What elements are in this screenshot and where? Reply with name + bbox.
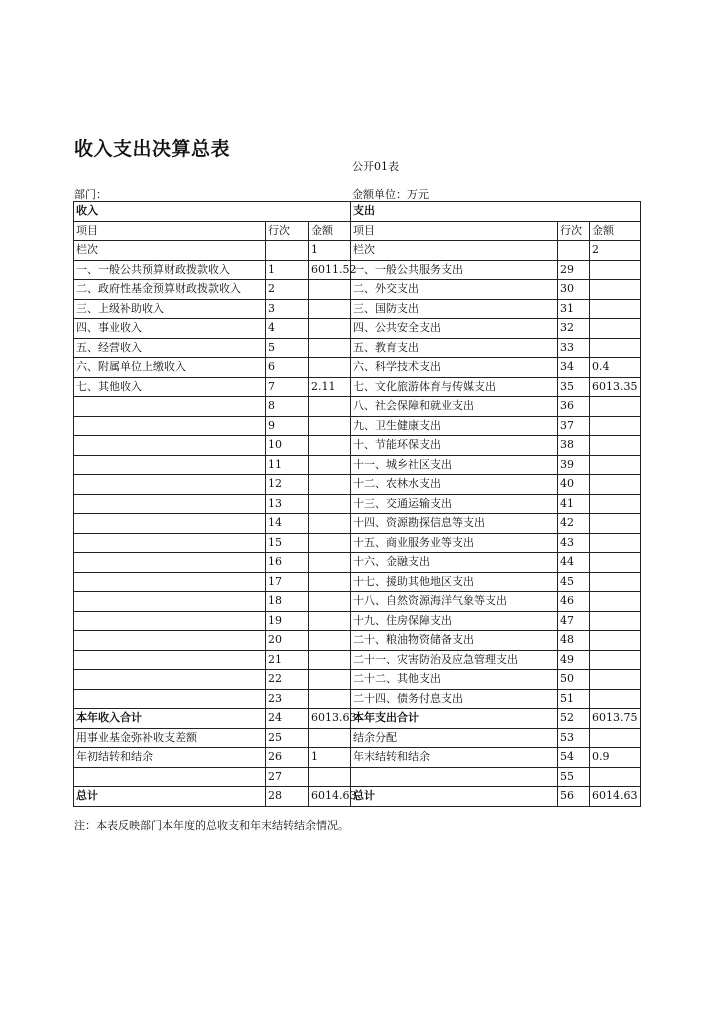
income-amount-cell: 1 bbox=[309, 748, 351, 768]
expense-line-cell: 42 bbox=[558, 514, 590, 534]
expense-amount-cell bbox=[590, 611, 641, 631]
expense-amount-cell bbox=[590, 631, 641, 651]
expense-item-cell: 结余分配 bbox=[351, 728, 558, 748]
income-item-cell bbox=[74, 592, 266, 612]
income-line-cell: 4 bbox=[266, 319, 309, 339]
expense-amount-cell: 0.9 bbox=[590, 748, 641, 768]
expense-line-cell: 41 bbox=[558, 494, 590, 514]
income-item-cell bbox=[74, 416, 266, 436]
income-item-cell bbox=[74, 553, 266, 573]
expense-lanci-label: 栏次 bbox=[351, 241, 558, 261]
income-amount-cell bbox=[309, 572, 351, 592]
expense-line-cell: 50 bbox=[558, 670, 590, 690]
expense-line-cell: 56 bbox=[558, 787, 590, 807]
table-row bbox=[74, 377, 641, 397]
expense-amount-cell bbox=[590, 553, 641, 573]
income-item-cell bbox=[74, 494, 266, 514]
expense-line-cell: 55 bbox=[558, 767, 590, 787]
income-line-cell: 2 bbox=[266, 280, 309, 300]
expense-item-cell: 一、一般公共服务支出 bbox=[351, 260, 558, 280]
column-index-row bbox=[74, 241, 641, 261]
table-row bbox=[74, 299, 641, 319]
expense-item-cell: 七、文化旅游体育与传媒支出 bbox=[351, 377, 558, 397]
expense-amount-cell bbox=[590, 592, 641, 612]
expense-item-cell bbox=[351, 767, 558, 787]
income-amount-cell bbox=[309, 319, 351, 339]
table-row bbox=[74, 592, 641, 612]
expense-amount-cell bbox=[590, 572, 641, 592]
income-amount-cell bbox=[309, 514, 351, 534]
expense-amount-cell bbox=[590, 689, 641, 709]
income-amount-cell bbox=[309, 455, 351, 475]
expense-item-cell: 五、教育支出 bbox=[351, 338, 558, 358]
expense-item-cell: 十三、交通运输支出 bbox=[351, 494, 558, 514]
income-amount-cell bbox=[309, 689, 351, 709]
table-row bbox=[74, 553, 641, 573]
expense-amount-cell bbox=[590, 533, 641, 553]
income-amount-cell bbox=[309, 631, 351, 651]
expense-line-cell: 33 bbox=[558, 338, 590, 358]
expense-item-cell: 九、卫生健康支出 bbox=[351, 416, 558, 436]
income-amount-cell bbox=[309, 475, 351, 495]
income-line-cell: 22 bbox=[266, 670, 309, 690]
expense-amount-cell bbox=[590, 455, 641, 475]
expense-lanci-line bbox=[558, 241, 590, 261]
expense-line-cell: 38 bbox=[558, 436, 590, 456]
income-item-cell bbox=[74, 670, 266, 690]
table-row bbox=[74, 689, 641, 709]
unit-label: 金额单位：万元 bbox=[352, 188, 429, 201]
expense-line-cell: 51 bbox=[558, 689, 590, 709]
expense-amount-cell bbox=[590, 767, 641, 787]
income-line-cell: 7 bbox=[266, 377, 309, 397]
income-line-cell: 17 bbox=[266, 572, 309, 592]
income-amount-cell bbox=[309, 650, 351, 670]
department-label: 部门： bbox=[74, 188, 107, 201]
table-row bbox=[74, 787, 641, 807]
income-item-cell: 五、经营收入 bbox=[74, 338, 266, 358]
table-row bbox=[74, 670, 641, 690]
income-line-cell: 20 bbox=[266, 631, 309, 651]
expense-line-cell: 40 bbox=[558, 475, 590, 495]
expense-line-cell: 49 bbox=[558, 650, 590, 670]
expense-amount-cell bbox=[590, 494, 641, 514]
table-row bbox=[74, 767, 641, 787]
expense-amount-cell: 6013.75 bbox=[590, 709, 641, 729]
table-row bbox=[74, 358, 641, 378]
table-row bbox=[74, 436, 641, 456]
income-amount-cell: 6013.63 bbox=[309, 709, 351, 729]
income-line-cell: 5 bbox=[266, 338, 309, 358]
expense-item-cell: 十四、资源勘探信息等支出 bbox=[351, 514, 558, 534]
income-amount-cell bbox=[309, 436, 351, 456]
expense-line-cell: 43 bbox=[558, 533, 590, 553]
expense-amount-cell bbox=[590, 475, 641, 495]
expense-item-cell: 十八、自然资源海洋气象等支出 bbox=[351, 592, 558, 612]
income-line-cell: 8 bbox=[266, 397, 309, 417]
income-amount-cell bbox=[309, 299, 351, 319]
income-item-cell bbox=[74, 514, 266, 534]
table-row bbox=[74, 709, 641, 729]
income-line-cell: 27 bbox=[266, 767, 309, 787]
expense-amount-cell bbox=[590, 436, 641, 456]
expense-amount-cell: 0.4 bbox=[590, 358, 641, 378]
income-item-cell: 七、其他收入 bbox=[74, 377, 266, 397]
income-amount-cell bbox=[309, 397, 351, 417]
expense-amount-cell bbox=[590, 299, 641, 319]
expense-amount-cell: 6014.63 bbox=[590, 787, 641, 807]
expense-amount-cell bbox=[590, 670, 641, 690]
expense-item-cell: 十五、商业服务业等支出 bbox=[351, 533, 558, 553]
income-line-cell: 23 bbox=[266, 689, 309, 709]
income-item-cell: 三、上级补助收入 bbox=[74, 299, 266, 319]
income-item-cell: 总计 bbox=[74, 787, 266, 807]
income-line-header: 行次 bbox=[266, 221, 309, 241]
expense-line-cell: 35 bbox=[558, 377, 590, 397]
income-amount-cell bbox=[309, 338, 351, 358]
income-line-cell: 19 bbox=[266, 611, 309, 631]
table-row bbox=[74, 572, 641, 592]
expense-section-header: 支出 bbox=[351, 202, 641, 222]
income-line-cell: 12 bbox=[266, 475, 309, 495]
income-item-cell bbox=[74, 436, 266, 456]
expense-item-cell: 二十一、灾害防治及应急管理支出 bbox=[351, 650, 558, 670]
expense-item-cell: 二、外交支出 bbox=[351, 280, 558, 300]
table-row bbox=[74, 260, 641, 280]
income-item-cell bbox=[74, 631, 266, 651]
expense-item-cell: 二十二、其他支出 bbox=[351, 670, 558, 690]
income-item-cell bbox=[74, 397, 266, 417]
expense-lanci-col: 2 bbox=[590, 241, 641, 261]
expense-line-cell: 48 bbox=[558, 631, 590, 651]
income-item-cell: 二、政府性基金预算财政拨款收入 bbox=[74, 280, 266, 300]
expense-amount-cell bbox=[590, 514, 641, 534]
expense-item-cell: 四、公共安全支出 bbox=[351, 319, 558, 339]
section-header-row bbox=[74, 202, 641, 222]
income-item-cell bbox=[74, 650, 266, 670]
summary-table bbox=[73, 201, 641, 807]
expense-line-cell: 46 bbox=[558, 592, 590, 612]
table-code: 公开01表 bbox=[352, 160, 399, 173]
expense-line-cell: 54 bbox=[558, 748, 590, 768]
income-amount-cell bbox=[309, 728, 351, 748]
income-item-header: 项目 bbox=[74, 221, 266, 241]
expense-amount-header: 金额 bbox=[590, 221, 641, 241]
income-amount-cell: 6014.63 bbox=[309, 787, 351, 807]
table-row bbox=[74, 397, 641, 417]
expense-item-cell: 总计 bbox=[351, 787, 558, 807]
expense-line-cell: 37 bbox=[558, 416, 590, 436]
expense-amount-cell bbox=[590, 319, 641, 339]
footnote: 注：本表反映部门本年度的总收支和年末结转结余情况。 bbox=[74, 819, 349, 832]
income-item-cell bbox=[74, 475, 266, 495]
expense-line-cell: 29 bbox=[558, 260, 590, 280]
expense-item-cell: 二十、粮油物资储备支出 bbox=[351, 631, 558, 651]
expense-item-cell: 六、科学技术支出 bbox=[351, 358, 558, 378]
expense-item-cell: 年末结转和结余 bbox=[351, 748, 558, 768]
income-line-cell: 24 bbox=[266, 709, 309, 729]
table-row bbox=[74, 611, 641, 631]
expense-line-cell: 53 bbox=[558, 728, 590, 748]
expense-item-cell: 八、社会保障和就业支出 bbox=[351, 397, 558, 417]
income-item-cell bbox=[74, 689, 266, 709]
income-line-cell: 14 bbox=[266, 514, 309, 534]
income-amount-cell bbox=[309, 358, 351, 378]
income-line-cell: 3 bbox=[266, 299, 309, 319]
table-row bbox=[74, 494, 641, 514]
expense-item-cell: 十、节能环保支出 bbox=[351, 436, 558, 456]
income-amount-cell bbox=[309, 611, 351, 631]
income-line-cell: 16 bbox=[266, 553, 309, 573]
income-item-cell: 用事业基金弥补收支差额 bbox=[74, 728, 266, 748]
expense-amount-cell: 6013.35 bbox=[590, 377, 641, 397]
income-line-cell: 26 bbox=[266, 748, 309, 768]
income-amount-cell: 6011.52 bbox=[309, 260, 351, 280]
income-line-cell: 21 bbox=[266, 650, 309, 670]
expense-amount-cell bbox=[590, 416, 641, 436]
income-amount-cell bbox=[309, 494, 351, 514]
income-item-cell bbox=[74, 455, 266, 475]
income-item-cell: 六、附属单位上缴收入 bbox=[74, 358, 266, 378]
expense-line-cell: 47 bbox=[558, 611, 590, 631]
income-line-cell: 9 bbox=[266, 416, 309, 436]
expense-amount-cell bbox=[590, 280, 641, 300]
expense-item-cell: 本年支出合计 bbox=[351, 709, 558, 729]
income-item-cell bbox=[74, 611, 266, 631]
income-amount-header: 金额 bbox=[309, 221, 351, 241]
income-amount-cell bbox=[309, 592, 351, 612]
column-header-row bbox=[74, 221, 641, 241]
expense-line-cell: 52 bbox=[558, 709, 590, 729]
expense-amount-cell bbox=[590, 397, 641, 417]
income-line-cell: 13 bbox=[266, 494, 309, 514]
table-row bbox=[74, 416, 641, 436]
expense-item-cell: 十六、金融支出 bbox=[351, 553, 558, 573]
expense-item-cell: 十一、城乡社区支出 bbox=[351, 455, 558, 475]
expense-item-header: 项目 bbox=[351, 221, 558, 241]
expense-line-cell: 39 bbox=[558, 455, 590, 475]
income-line-cell: 25 bbox=[266, 728, 309, 748]
income-amount-cell bbox=[309, 280, 351, 300]
income-lanci-col: 1 bbox=[309, 241, 351, 261]
income-amount-cell bbox=[309, 533, 351, 553]
income-line-cell: 15 bbox=[266, 533, 309, 553]
income-section-header: 收入 bbox=[74, 202, 351, 222]
expense-amount-cell bbox=[590, 338, 641, 358]
income-amount-cell bbox=[309, 416, 351, 436]
income-item-cell: 本年收入合计 bbox=[74, 709, 266, 729]
expense-item-cell: 十二、农林水支出 bbox=[351, 475, 558, 495]
table-row bbox=[74, 514, 641, 534]
table-row bbox=[74, 319, 641, 339]
expense-item-cell: 三、国防支出 bbox=[351, 299, 558, 319]
income-item-cell: 年初结转和结余 bbox=[74, 748, 266, 768]
income-lanci-line bbox=[266, 241, 309, 261]
income-item-cell bbox=[74, 533, 266, 553]
page-title: 收入支出决算总表 bbox=[74, 138, 231, 160]
income-item-cell: 四、事业收入 bbox=[74, 319, 266, 339]
table-row bbox=[74, 748, 641, 768]
income-amount-cell: 2.11 bbox=[309, 377, 351, 397]
expense-item-cell: 十七、援助其他地区支出 bbox=[351, 572, 558, 592]
table-row bbox=[74, 533, 641, 553]
income-amount-cell bbox=[309, 670, 351, 690]
expense-amount-cell bbox=[590, 728, 641, 748]
income-item-cell: 一、一般公共预算财政拨款收入 bbox=[74, 260, 266, 280]
expense-line-cell: 45 bbox=[558, 572, 590, 592]
income-amount-cell bbox=[309, 553, 351, 573]
expense-line-header: 行次 bbox=[558, 221, 590, 241]
table-row bbox=[74, 455, 641, 475]
table-row bbox=[74, 280, 641, 300]
expense-amount-cell bbox=[590, 650, 641, 670]
income-line-cell: 11 bbox=[266, 455, 309, 475]
expense-line-cell: 34 bbox=[558, 358, 590, 378]
expense-line-cell: 30 bbox=[558, 280, 590, 300]
income-line-cell: 18 bbox=[266, 592, 309, 612]
income-line-cell: 6 bbox=[266, 358, 309, 378]
expense-line-cell: 32 bbox=[558, 319, 590, 339]
income-item-cell bbox=[74, 767, 266, 787]
expense-line-cell: 31 bbox=[558, 299, 590, 319]
income-line-cell: 28 bbox=[266, 787, 309, 807]
income-line-cell: 10 bbox=[266, 436, 309, 456]
expense-amount-cell bbox=[590, 260, 641, 280]
expense-item-cell: 十九、住房保障支出 bbox=[351, 611, 558, 631]
table-row bbox=[74, 475, 641, 495]
expense-item-cell: 二十四、债务付息支出 bbox=[351, 689, 558, 709]
table-row bbox=[74, 338, 641, 358]
income-item-cell bbox=[74, 572, 266, 592]
expense-line-cell: 36 bbox=[558, 397, 590, 417]
table-row bbox=[74, 650, 641, 670]
table-row bbox=[74, 728, 641, 748]
income-amount-cell bbox=[309, 767, 351, 787]
table-row bbox=[74, 631, 641, 651]
expense-line-cell: 44 bbox=[558, 553, 590, 573]
income-line-cell: 1 bbox=[266, 260, 309, 280]
income-lanci-label: 栏次 bbox=[74, 241, 266, 261]
